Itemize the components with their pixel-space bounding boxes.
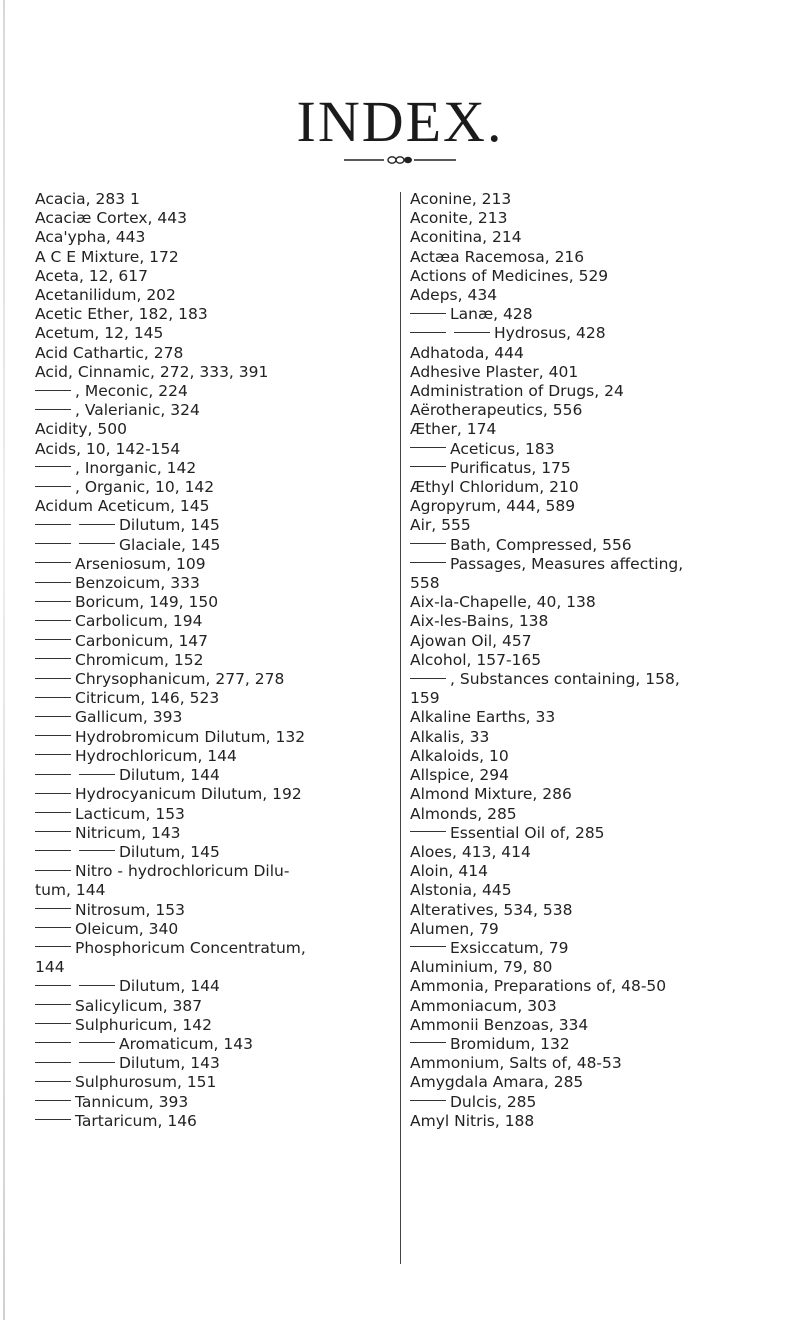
index-entry (35, 1093, 395, 1112)
index-entry-text: 144 (35, 958, 65, 977)
index-entry-text: Allspice, 294 (410, 766, 509, 785)
index-entry (410, 593, 770, 612)
ditto-dash (410, 447, 446, 448)
index-entry-text: Lacticum, 153 (75, 804, 185, 823)
ditto-dash (35, 754, 71, 755)
ditto-dash (35, 716, 71, 717)
index-column-right (410, 190, 770, 1131)
index-entry (410, 1073, 770, 1092)
ditto-dash (410, 543, 446, 544)
ditto-dash (35, 1081, 71, 1082)
index-entry (410, 516, 770, 535)
index-entry (410, 728, 770, 747)
index-entry (410, 440, 770, 459)
index-entry (35, 574, 395, 593)
index-entry (35, 593, 395, 612)
index-entry-text: Acetanilidum, 202 (35, 286, 176, 305)
index-entry-text: Acid Cathartic, 278 (35, 343, 184, 362)
index-entry (35, 958, 395, 977)
index-entry-text: Boricum, 149, 150 (75, 593, 219, 612)
index-entry-text: 558 (410, 574, 440, 593)
index-entry-text: Amygdala Amara, 285 (410, 1073, 584, 1092)
index-entry (35, 459, 395, 478)
index-entry-text: Alkalis, 33 (410, 727, 490, 746)
index-entry-text: Air, 555 (410, 516, 471, 535)
index-entry-text: A C E Mixture, 172 (35, 247, 179, 266)
index-entry-text: Aconite, 213 (410, 209, 508, 228)
index-entry-text: Hydrochloricum, 144 (75, 746, 237, 765)
index-entry (35, 1016, 395, 1035)
index-entry-text: Chrysophanicum, 277, 278 (75, 670, 285, 689)
index-entry (410, 766, 770, 785)
ditto-dash (79, 774, 115, 775)
index-entry-text: Dilutum, 145 (119, 516, 220, 535)
ornament-divider (340, 154, 460, 166)
index-entry (410, 632, 770, 651)
ditto-dash (35, 927, 71, 928)
index-entry (35, 401, 395, 420)
index-entry-text: Acetum, 12, 145 (35, 324, 164, 343)
ditto-dash (35, 409, 71, 410)
index-entry-text: Almond Mixture, 286 (410, 785, 572, 804)
index-entry (410, 324, 770, 343)
index-entry (35, 977, 395, 996)
ditto-dash (35, 985, 71, 986)
index-entry (410, 1054, 770, 1073)
index-entry-text: Aceta, 12, 617 (35, 266, 148, 285)
index-entry-text: Ajowan Oil, 457 (410, 631, 532, 650)
ditto-dash (35, 697, 71, 698)
index-entry-text: Amyl Nitris, 188 (410, 1111, 535, 1130)
index-entry (35, 497, 395, 516)
index-entry (35, 843, 395, 862)
index-entry (35, 632, 395, 651)
ditto-dash (410, 678, 446, 679)
ditto-dash (79, 985, 115, 986)
index-entry (410, 363, 770, 382)
index-entry (35, 382, 395, 401)
index-entry (410, 1035, 770, 1054)
index-entry (35, 1035, 395, 1054)
index-entry-text: Chromicum, 152 (75, 650, 204, 669)
index-entry (35, 670, 395, 689)
index-entry (35, 190, 395, 209)
index-entry (410, 190, 770, 209)
ditto-dash (35, 582, 71, 583)
ditto-dash (79, 524, 115, 525)
ditto-dash (35, 1023, 71, 1024)
ditto-dash (35, 908, 71, 909)
index-entry (35, 1112, 395, 1131)
index-entry (410, 958, 770, 977)
index-entry-text: Æther, 174 (410, 420, 497, 439)
ditto-dash (35, 486, 71, 487)
index-entry (35, 805, 395, 824)
index-entry-text: , Meconic, 224 (75, 382, 188, 401)
index-entry-text: Hydrocyanicum Dilutum, 192 (75, 785, 302, 804)
ditto-dash (410, 1042, 446, 1043)
index-entry (410, 997, 770, 1016)
index-entry-text: Aluminium, 79, 80 (410, 958, 553, 977)
index-entry-text: Tartaricum, 146 (75, 1111, 197, 1130)
index-entry (35, 555, 395, 574)
index-entry (410, 708, 770, 727)
index-entry-text: Dulcis, 285 (450, 1092, 537, 1111)
index-entry (35, 363, 395, 382)
ditto-dash (79, 1042, 115, 1043)
page-title: INDEX. (296, 89, 504, 154)
ditto-dash (35, 850, 71, 851)
index-entry (410, 805, 770, 824)
index-entry-text: Acids, 10, 142-154 (35, 439, 181, 458)
index-entry (35, 1054, 395, 1073)
index-entry-text: Hydrobromicum Dilutum, 132 (75, 727, 306, 746)
index-entry-text: Dilutum, 145 (119, 842, 220, 861)
ditto-dash (35, 1119, 71, 1120)
ditto-dash (410, 313, 446, 314)
index-entry-text: Alcohol, 157-165 (410, 650, 542, 669)
index-entry (410, 497, 770, 516)
index-entry-text: Citricum, 146, 523 (75, 689, 220, 708)
index-entry-text: , Substances containing, 158, (450, 670, 680, 689)
index-entry (35, 420, 395, 439)
index-entry-text: Acetic Ether, 182, 183 (35, 305, 208, 324)
index-entry (410, 1016, 770, 1035)
index-entry (35, 881, 395, 900)
index-entry-text: Alkaloids, 10 (410, 746, 509, 765)
ditto-dash (454, 332, 490, 333)
index-entry-text: Arseniosum, 109 (75, 554, 206, 573)
index-entry-text: Dilutum, 144 (119, 766, 220, 785)
index-entry-text: Nitro - hydrochloricum Dilu- (75, 862, 290, 881)
index-entry (35, 516, 395, 535)
ditto-dash (35, 562, 71, 563)
ditto-dash (410, 466, 446, 467)
index-entry-text: Exsiccatum, 79 (450, 938, 569, 957)
index-entry (410, 574, 770, 593)
index-entry (35, 286, 395, 305)
ditto-dash (35, 870, 71, 871)
index-entry (410, 1112, 770, 1131)
index-entry-text: Gallicum, 393 (75, 708, 183, 727)
index-entry-text: Purificatus, 175 (450, 458, 571, 477)
index-entry-text: Alstonia, 445 (410, 881, 512, 900)
index-entry-text: Aix-les-Bains, 138 (410, 612, 549, 631)
index-entry (410, 420, 770, 439)
index-entry-text: Actæa Racemosa, 216 (410, 247, 585, 266)
index-entry (35, 997, 395, 1016)
index-entry-text: Bromidum, 132 (450, 1034, 570, 1053)
index-entry-text: Nitrosum, 153 (75, 900, 185, 919)
index-entry-text: , Organic, 10, 142 (75, 478, 215, 497)
ditto-dash (35, 601, 71, 602)
index-entry (410, 824, 770, 843)
index-entry-text: Dilutum, 144 (119, 977, 220, 996)
index-entry (35, 920, 395, 939)
index-entry (410, 670, 770, 689)
index-entry-text: Oleicum, 340 (75, 919, 179, 938)
index-entry (35, 766, 395, 785)
index-entry-text: Alumen, 79 (410, 919, 499, 938)
ditto-dash (35, 1042, 71, 1043)
index-entry (35, 209, 395, 228)
index-entry (410, 977, 770, 996)
index-entry-text: , Inorganic, 142 (75, 458, 197, 477)
index-entry (35, 1073, 395, 1092)
index-entry-text: Aromaticum, 143 (119, 1034, 253, 1053)
ditto-dash (35, 1062, 71, 1063)
index-entry-text: Acacia, 283 1 (35, 190, 140, 208)
index-entry-text: Alteratives, 534, 538 (410, 900, 573, 919)
page-edge (3, 0, 5, 1320)
index-entry (35, 536, 395, 555)
column-divider (400, 192, 401, 1264)
ditto-dash (79, 1062, 115, 1063)
index-entry (35, 728, 395, 747)
index-entry-text: Ammonia, Preparations of, 48-50 (410, 977, 667, 996)
index-entry-text: Aconitina, 214 (410, 228, 522, 247)
index-entry-text: Carbolicum, 194 (75, 612, 203, 631)
ditto-dash (35, 658, 71, 659)
index-entry (410, 785, 770, 804)
index-entry-text: Dilutum, 143 (119, 1054, 220, 1073)
index-entry (410, 1093, 770, 1112)
index-entry-text: Aërotherapeutics, 556 (410, 401, 583, 420)
index-entry (410, 459, 770, 478)
ditto-dash (35, 466, 71, 467)
index-entry (410, 536, 770, 555)
index-entry-text: Ammonium, Salts of, 48-53 (410, 1054, 622, 1073)
index-entry-text: Actions of Medicines, 529 (410, 266, 609, 285)
ditto-dash (79, 850, 115, 851)
index-entry (35, 689, 395, 708)
index-entry (410, 555, 770, 574)
index-entry-text: Acidity, 500 (35, 420, 127, 439)
index-entry-text: Adeps, 434 (410, 286, 498, 305)
index-entry (410, 286, 770, 305)
ditto-dash (35, 390, 71, 391)
index-entry (410, 862, 770, 881)
index-entry-text: Aloes, 413, 414 (410, 842, 531, 861)
index-entry-text: Passages, Measures affecting, (450, 554, 684, 573)
index-entry-text: Acaciæ Cortex, 443 (35, 209, 187, 228)
index-entry (35, 862, 395, 881)
ditto-dash (35, 735, 71, 736)
index-entry-text: Acidum Aceticum, 145 (35, 497, 210, 516)
index-entry-text: Agropyrum, 444, 589 (410, 497, 576, 516)
index-entry (35, 228, 395, 247)
index-entry (35, 612, 395, 631)
index-entry-text: Alkaline Earths, 33 (410, 708, 556, 727)
index-entry (410, 344, 770, 363)
ditto-dash (35, 620, 71, 621)
ditto-dash (35, 1100, 71, 1101)
index-entry (35, 824, 395, 843)
index-entry (35, 747, 395, 766)
ditto-dash (410, 1100, 446, 1101)
index-entry (410, 920, 770, 939)
ditto-dash (35, 946, 71, 947)
index-entry-text: Aconine, 213 (410, 190, 512, 208)
index-entry (410, 612, 770, 631)
index-entry (410, 248, 770, 267)
index-entry (35, 267, 395, 286)
ditto-dash (35, 543, 71, 544)
index-entry-text: Salicylicum, 387 (75, 996, 203, 1015)
index-entry-text: Aix-la-Chapelle, 40, 138 (410, 593, 596, 612)
index-entry (410, 651, 770, 670)
index-entry-text: Aca'ypha, 443 (35, 228, 146, 247)
ditto-dash (35, 812, 71, 813)
index-entry-text: Adhatoda, 444 (410, 343, 524, 362)
index-entry-text: Glaciale, 145 (119, 535, 221, 554)
index-entry-text: tum, 144 (35, 881, 106, 900)
ditto-dash (410, 332, 446, 333)
ditto-dash (35, 831, 71, 832)
index-entry (410, 228, 770, 247)
index-entry (35, 248, 395, 267)
index-entry (35, 708, 395, 727)
index-entry-text: Carbonicum, 147 (75, 631, 209, 650)
index-entry (410, 843, 770, 862)
index-entry (410, 478, 770, 497)
index-entry (410, 747, 770, 766)
ditto-dash (35, 524, 71, 525)
index-entry-text: Acid, Cinnamic, 272, 333, 391 (35, 362, 269, 381)
ditto-dash (410, 562, 446, 563)
index-entry (35, 939, 395, 958)
index-entry (35, 324, 395, 343)
index-entry (35, 440, 395, 459)
index-entry-text: Phosphoricum Concentratum, (75, 938, 306, 957)
index-entry-text: Sulphuricum, 142 (75, 1015, 213, 1034)
index-entry (410, 939, 770, 958)
index-entry-text: , Valerianic, 324 (75, 401, 200, 420)
index-entry-text: Hydrosus, 428 (494, 324, 606, 343)
index-entry-text: Ammoniacum, 303 (410, 996, 557, 1015)
index-entry-text: Tannicum, 393 (75, 1092, 189, 1111)
index-entry-text: Aceticus, 183 (450, 439, 555, 458)
index-entry-text: Benzoicum, 333 (75, 574, 200, 593)
index-entry-text: 159 (410, 689, 440, 708)
index-entry-text: Lanæ, 428 (450, 305, 533, 324)
ditto-dash (35, 793, 71, 794)
index-entry-text: Sulphurosum, 151 (75, 1073, 217, 1092)
index-entry (35, 344, 395, 363)
ditto-dash (35, 639, 71, 640)
index-entry-text: Essential Oil of, 285 (450, 823, 605, 842)
ditto-dash (35, 1004, 71, 1005)
ditto-dash (410, 831, 446, 832)
index-entry-text: Ammonii Benzoas, 334 (410, 1015, 589, 1034)
index-entry-text: Nitricum, 143 (75, 823, 181, 842)
index-entry-text: Adhesive Plaster, 401 (410, 362, 579, 381)
index-entry-text: Administration of Drugs, 24 (410, 382, 624, 401)
index-entry (410, 881, 770, 900)
index-entry (35, 305, 395, 324)
index-entry (410, 689, 770, 708)
index-column-left (35, 190, 395, 1131)
index-entry (35, 478, 395, 497)
index-entry (410, 401, 770, 420)
index-entry (410, 382, 770, 401)
ditto-dash (35, 678, 71, 679)
index-entry (35, 901, 395, 920)
ditto-dash (35, 774, 71, 775)
index-entry (410, 267, 770, 286)
ditto-dash (410, 946, 446, 947)
ditto-dash (79, 543, 115, 544)
index-entry-text: Almonds, 285 (410, 804, 517, 823)
index-entry-text: Bath, Compressed, 556 (450, 535, 632, 554)
index-entry-text: Aloin, 414 (410, 862, 488, 881)
index-entry (35, 651, 395, 670)
index-entry (410, 901, 770, 920)
index-entry-text: Æthyl Chloridum, 210 (410, 478, 579, 497)
index-entry (410, 209, 770, 228)
index-entry (35, 785, 395, 804)
index-entry (410, 305, 770, 324)
